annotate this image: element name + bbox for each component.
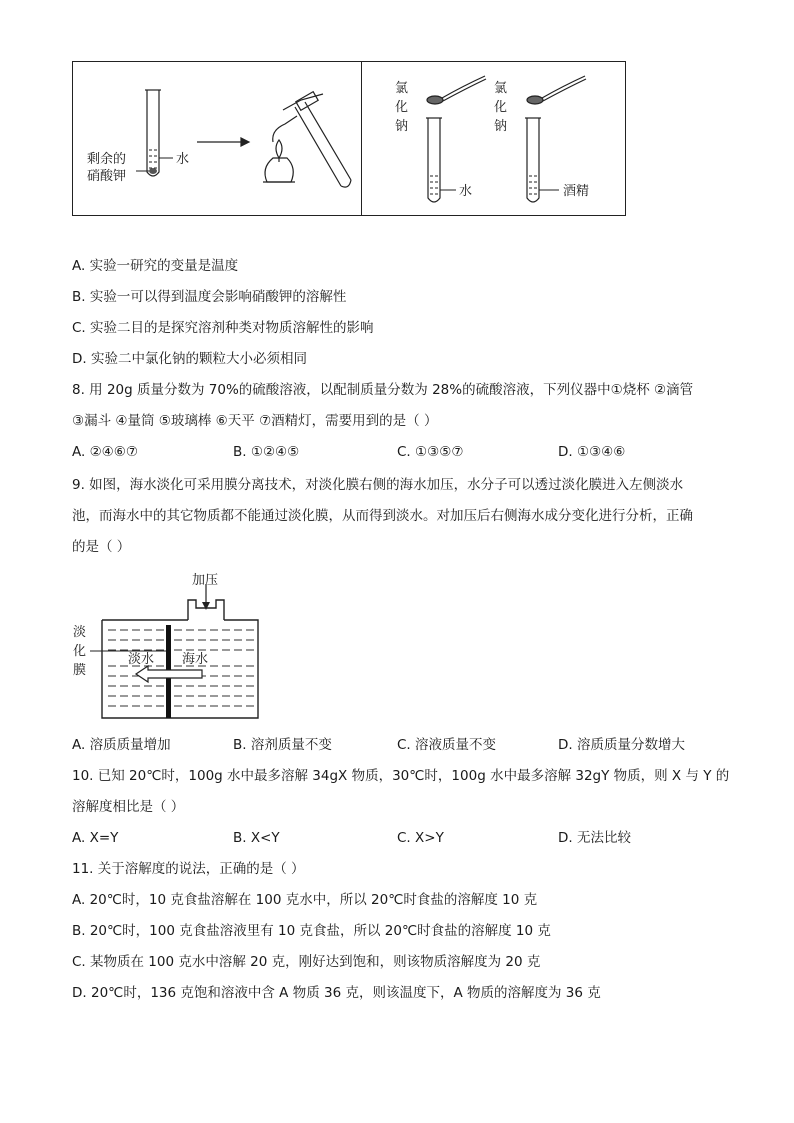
test-tube-1 <box>145 90 161 176</box>
q8-option-a: A. ②④⑥⑦ <box>72 444 138 460</box>
q9-stem-1: 9. 如图，海水淡化可采用膜分离技术，对淡化膜右侧的海水加压，水分子可以透过淡化膜进入左侧淡水 <box>72 477 684 493</box>
membrane-label-1: 淡 <box>73 625 87 640</box>
label-alcohol: 酒精 <box>563 184 590 199</box>
q11-option-c: C. 某物质在 100 克水中溶解 20 克，刚好达到饱和，则该物质溶解度为 20 克 <box>72 954 541 970</box>
q9-stem-3: 的是（ ） <box>72 539 131 555</box>
label-water-2: 水 <box>459 184 473 199</box>
q11-option-d: D. 20℃时，136 克饱和溶液中含 A 物质 36 克，则该温度下，A 物质的溶解度为 36 克 <box>72 985 601 1001</box>
q7-option-d: D. 实验二中氯化钠的颗粒大小必须相同 <box>72 351 307 367</box>
desalination-diagram <box>70 570 270 720</box>
q11-stem: 11. 关于溶解度的说法，正确的是（ ） <box>72 861 305 877</box>
test-tube-3 <box>525 118 541 202</box>
q8-stem-1: 8. 用 20g 质量分数为 70%的硫酸溶液，以配制质量分数为 28%的硫酸溶液，下列仪器中①烧杯 ②滴管 <box>72 382 694 398</box>
q9-stem-2: 池，而海水中的其它物质都不能通过淡化膜，从而得到淡水。对加压后右侧海水成分变化进行分析，正确 <box>72 508 693 524</box>
q10-option-b: B. X<Y <box>233 830 280 846</box>
q9-option-c: C. 溶液质量不变 <box>397 737 497 753</box>
label-remaining-2: 硝酸钾 <box>87 169 127 184</box>
label-remaining-1: 剩余的 <box>87 152 127 167</box>
label-nacl-1b: 化 <box>395 100 409 115</box>
q7-option-c: C. 实验二目的是探究溶剂种类对物质溶解性的影响 <box>72 320 374 336</box>
label-water-1: 水 <box>176 152 190 167</box>
label-nacl-1c: 钠 <box>395 119 409 134</box>
experiment-diagram <box>73 62 627 217</box>
label-nacl-2a: 氯 <box>494 81 508 96</box>
q9-option-b: B. 溶剂质量不变 <box>233 737 332 753</box>
membrane-label-2: 化 <box>73 644 87 659</box>
spoon-1 <box>427 76 486 104</box>
q10-option-a: A. X=Y <box>72 830 119 846</box>
q8-stem-2: ③漏斗 ④量筒 ⑤玻璃棒 ⑥天平 ⑦酒精灯，需要用到的是（ ） <box>72 413 438 429</box>
q8-option-c: C. ①③⑤⑦ <box>397 444 464 460</box>
label-nacl-2b: 化 <box>494 100 508 115</box>
q9-option-d: D. 溶质质量分数增大 <box>558 737 685 753</box>
q7-option-b: B. 实验一可以得到温度会影响硝酸钾的溶解性 <box>72 289 347 305</box>
q10-option-c: C. X>Y <box>397 830 444 846</box>
pressure-label: 加压 <box>192 573 219 588</box>
fresh-water-label: 淡水 <box>128 652 155 667</box>
heating-apparatus <box>263 92 351 187</box>
membrane-label-3: 膜 <box>73 663 87 678</box>
q11-option-a: A. 20℃时，10 克食盐溶解在 100 克水中，所以 20℃时食盐的溶解度 10 克 <box>72 892 538 908</box>
test-tube-2 <box>426 118 442 202</box>
water-dashes-1 <box>149 150 157 168</box>
q10-option-d: D. 无法比较 <box>558 830 631 846</box>
label-nacl-1a: 氯 <box>395 81 409 96</box>
q8-option-d: D. ①③④⑥ <box>558 444 626 460</box>
q7-option-a: A. 实验一研究的变量是温度 <box>72 258 239 274</box>
q10-stem-2: 溶解度相比是（ ） <box>72 799 185 815</box>
process-arrow <box>197 138 249 146</box>
q8-option-b: B. ①②④⑤ <box>233 444 300 460</box>
sea-water-label: 海水 <box>182 652 209 667</box>
q11-option-b: B. 20℃时，100 克食盐溶液里有 10 克食盐，所以 20℃时食盐的溶解度 10 克 <box>72 923 551 939</box>
label-nacl-2c: 钠 <box>494 119 508 134</box>
q9-option-a: A. 溶质质量增加 <box>72 737 171 753</box>
experiment-figure <box>72 61 626 216</box>
kno3-crystals <box>149 168 157 174</box>
q10-stem-1: 10. 已知 20℃时，100g 水中最多溶解 34gX 物质，30℃时，100g 水中最多溶解 32gY 物质，则 X 与 Y 的 <box>72 768 730 784</box>
spoon-2 <box>527 76 586 104</box>
